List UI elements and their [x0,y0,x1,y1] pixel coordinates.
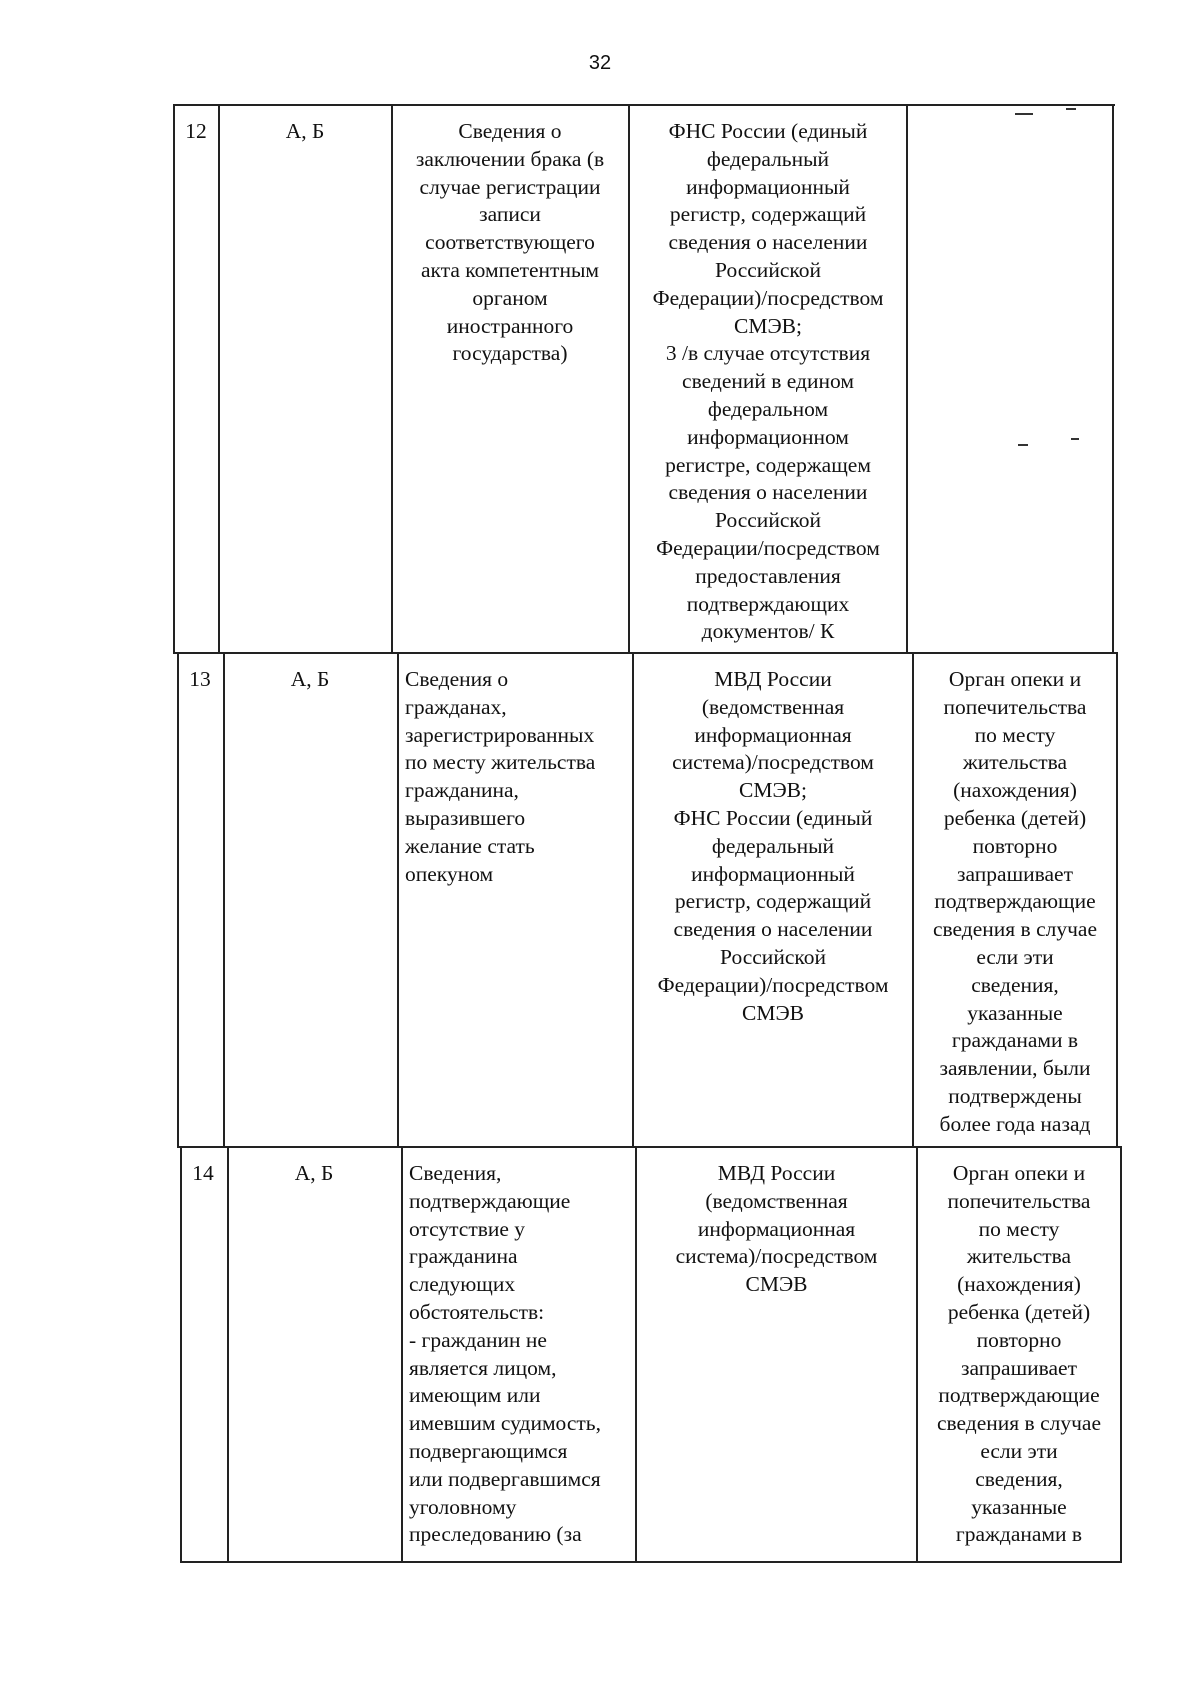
column-divider [223,652,225,1148]
source-line: Российской [715,257,821,282]
row-info [405,666,631,888]
info-line: является лицом, [409,1355,557,1380]
note-line: если эти [980,1438,1058,1463]
row-note [918,1160,1120,1549]
source-line: система)/посредством [672,750,874,775]
table-border-top [173,104,1115,106]
source-line: Федерации)/посредством [652,285,884,310]
info-line: органом [472,285,548,310]
source-line: 3 /в случае отсутствия [665,341,871,366]
source-line: подтверждающих [686,591,850,616]
info-line: преследованию (за [409,1522,582,1547]
note-line: сведения, [971,972,1059,997]
note-line: жительства [962,750,1068,775]
info-line: Сведения о [458,119,562,143]
note-line: Орган опеки и [952,1161,1086,1185]
source-line: документов/ К [701,619,835,644]
source-line: сведения о населении [668,480,868,505]
scan-mark [1018,444,1028,446]
source-line: СМЭВ [742,1000,804,1025]
info-line: - гражданин не [409,1327,547,1352]
row-number: 14 [192,1161,214,1185]
source-line: (ведомственная [705,1188,848,1213]
scan-mark [1015,113,1033,115]
note-line: попечительства [943,694,1087,719]
note-line: ребенка (детей) [943,805,1087,830]
info-line: акта компетентным [420,257,600,282]
row-codes: А, Б [294,1161,334,1185]
column-divider [1116,652,1118,1148]
note-line: указанные [967,1000,1063,1025]
source-line: Российской [720,944,826,969]
source-line: СМЭВ [745,1272,808,1297]
info-line: гражданах, [405,694,507,719]
row-source [634,666,912,1027]
source-line: Федерации)/посредством [657,972,889,997]
scan-mark [1066,108,1076,110]
info-line: обстоятельств: [409,1299,545,1324]
column-divider [180,1146,182,1563]
column-divider [227,1146,229,1563]
row-divider [178,1146,1120,1148]
info-line: соответствующего [425,230,595,255]
note-line: повторно [972,833,1058,858]
row-codes: А, Б [290,667,330,691]
info-line: гражданина [409,1244,518,1269]
note-line: подтверждающие [934,889,1096,914]
info-line: следующих [409,1272,516,1297]
row-codes: А, Б [285,119,325,143]
note-line: повторно [976,1327,1062,1352]
info-line: подвергающимся [409,1438,568,1463]
note-line: Орган опеки и [948,667,1082,691]
info-line: случае регистрации [419,174,601,199]
column-divider [1120,1146,1122,1563]
info-line: опекуном [405,861,494,886]
source-line: информационный [686,174,850,199]
info-line: Сведения о [405,667,509,691]
source-line: (ведомственная [701,694,845,719]
info-line: зарегистрированных [405,722,595,747]
note-line: сведения, [975,1466,1063,1491]
note-line: по месту [974,722,1056,747]
column-divider [218,104,220,654]
info-line: отсутствие у [409,1216,526,1241]
note-line: ребенка (детей) [947,1299,1091,1324]
source-line: ФНС России (единый [673,805,873,830]
note-line: жительства [966,1244,1072,1269]
column-divider [397,652,399,1148]
info-line: уголовному [409,1494,517,1519]
source-line: регистре, содержащем [665,452,871,477]
info-line: государства) [452,341,568,366]
note-line: подтверждены [948,1083,1082,1108]
note-line: запрашивает [961,1355,1077,1380]
source-line: федеральный [706,146,830,171]
info-line: желание стать [405,833,535,858]
note-line: запрашивает [957,861,1073,886]
column-divider [1112,104,1114,654]
note-line: указанные [971,1494,1067,1519]
row-number: 12 [185,119,207,143]
info-line: гражданина, [405,778,519,803]
info-line: подтверждающие [409,1188,571,1213]
column-divider [401,1146,403,1563]
info-line: выразившего [405,805,526,830]
info-line: имевшим судимость, [409,1411,601,1436]
note-line: попечительства [947,1188,1091,1213]
row-note [914,666,1116,1139]
source-line: ФНС России (единый [668,119,868,143]
source-line: регистр, содержащий [669,202,867,227]
source-line: информационная [697,1216,856,1241]
table-border-bottom [180,1561,1122,1563]
column-divider [177,652,179,1148]
source-line: СМЭВ; [739,778,807,803]
note-line: (нахождения) [957,1272,1081,1297]
source-line: сведения о населении [673,917,873,942]
row-info [392,118,628,368]
source-line: МВД России [714,667,832,691]
info-line: Сведения, [409,1161,502,1185]
note-line: сведения в случае [932,917,1098,942]
row-source [630,118,906,646]
source-line: федеральном [707,396,829,421]
note-line: по месту [978,1216,1060,1241]
source-line: регистр, содержащий [674,889,872,914]
source-line: Российской [715,508,821,533]
row-number: 13 [189,667,211,691]
info-line: записи [479,202,541,227]
note-line: заявлении, были [939,1056,1091,1081]
note-line: более года назад [939,1111,1091,1136]
scan-mark [1071,438,1079,440]
source-line: Федерации/посредством [656,535,880,560]
source-line: СМЭВ; [734,313,802,338]
note-line: гражданами в [955,1522,1083,1547]
source-line: сведений в едином [682,369,854,394]
source-line: информационная [694,722,852,747]
source-line: федеральный [711,833,835,858]
source-line: информационный [691,861,855,886]
source-line: предоставления [695,563,841,588]
source-line: МВД России [717,1161,836,1185]
page-number: 32 [588,52,612,74]
info-line: имеющим или [409,1383,541,1408]
info-line: заключении брака (в [415,146,605,171]
info-line: иностранного [446,313,574,338]
row-source [637,1160,916,1299]
column-divider [173,104,175,654]
info-line: или подвергавшимся [409,1466,601,1491]
row-info [409,1160,633,1549]
source-line: сведения о населении [668,230,868,255]
note-line: сведения в случае [936,1411,1102,1436]
row-divider [173,652,1118,654]
info-line: по месту жительства [405,750,596,775]
source-line: система)/посредством [675,1244,878,1269]
note-line: подтверждающие [938,1383,1100,1408]
column-divider [906,104,908,654]
note-line: гражданами в [951,1028,1079,1053]
note-line: (нахождения) [953,778,1077,803]
source-line: информационном [687,424,849,449]
note-line: если эти [976,944,1054,969]
